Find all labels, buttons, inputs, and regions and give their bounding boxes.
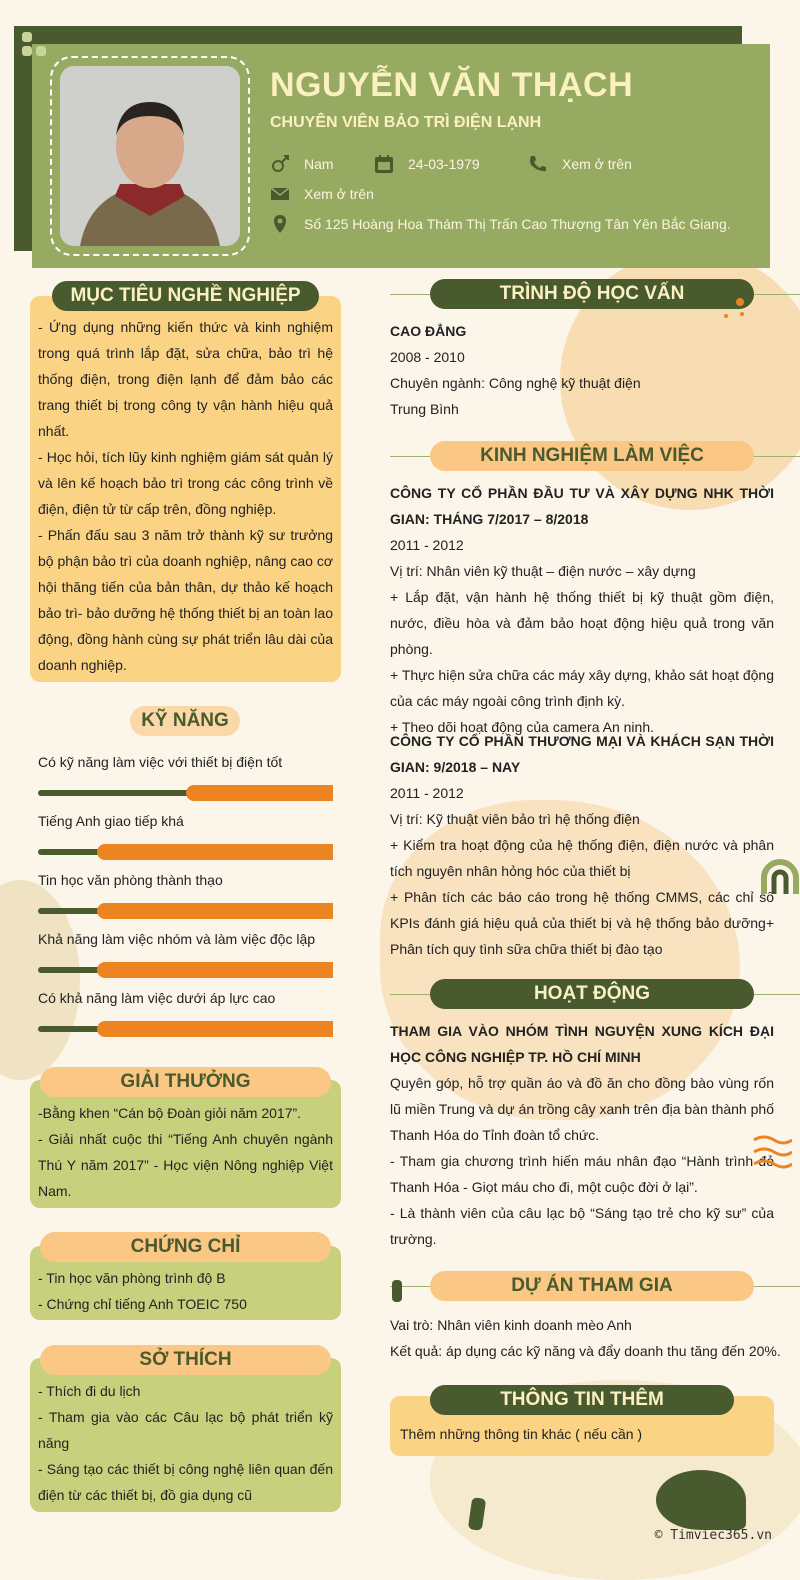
email-row — [270, 184, 374, 204]
project-line: Kết quả: áp dụng các kỹ năng và đẩy doanh thu tăng đến 20%. — [390, 1343, 781, 1359]
skill-bar-fill — [97, 844, 333, 860]
objective-paragraph: - Ứng dụng những kiến thức và kinh nghiệm trong quá trình lắp đặt, sửa chữa, bảo trì hệ thống điện, trong điện lạnh để đảm bảo các trang thiết bị trong công ty vận hành hiệu quả nhất. — [38, 319, 333, 439]
education-grade: Trung Bình — [390, 401, 459, 417]
skill-bar — [38, 1026, 333, 1032]
email-value: Xem ở trên — [304, 186, 374, 202]
hobby-line: - Sáng tạo các thiết bị công nghệ liên quan đến điện từ các thiết bị, đồ gia dụng cũ — [38, 1461, 333, 1503]
skill-bar — [38, 908, 333, 914]
skill-label: Có kỹ năng làm việc với thiết bị điện tốt — [38, 754, 283, 770]
avatar — [60, 66, 240, 246]
activities-title: THAM GIA VÀO NHÓM TÌNH NGUYỆN XUNG KÍCH ĐẠI HỌC CÔNG NGHIỆP TP. HỒ CHÍ MINH — [390, 1023, 774, 1065]
skill-bar — [38, 790, 333, 796]
skill-bar-fill — [97, 903, 333, 919]
birthday-value: 24-03-1979 — [408, 156, 480, 172]
experience-detail: + Kiểm tra hoạt động của hệ thống điện, điện nước và phân tích nguyên nhân hỏng hóc của thiết bị — [390, 837, 774, 879]
certificate-line: - Chứng chỉ tiếng Anh TOEIC 750 — [38, 1296, 247, 1312]
hobbies-text — [38, 1378, 333, 1508]
hobby-line: - Thích đi du lịch — [38, 1383, 141, 1399]
skill-label: Có khả năng làm việc dưới áp lực cao — [38, 990, 276, 1006]
awards-heading: GIẢI THƯỞNG — [40, 1067, 331, 1097]
award-line: - Giải nhất cuộc thi “Tiếng Anh chuyên ngành Thú Y năm 2017” - Học viện Nông nghiệp Việt Nam. — [38, 1131, 333, 1199]
education-text — [390, 318, 774, 422]
rainbow-arch-icon — [760, 848, 800, 899]
skill-bar — [38, 967, 333, 973]
experience-years: 2011 - 2012 — [390, 537, 464, 553]
phone-value: Xem ở trên — [562, 156, 632, 172]
experience-detail: + Lắp đặt, vận hành hệ thống thiết bị kỹ thuật gồm điện, nước, điều hòa và đảm bảo hoạt động hiệu quả trong văn phòng. — [390, 589, 774, 657]
location-pin-icon — [270, 214, 290, 234]
certificates-heading: CHỨNG CHỈ — [40, 1232, 331, 1262]
candidate-name: NGUYỄN VĂN THẠCH — [270, 66, 634, 104]
activity-line: - Tham gia chương trình hiến máu nhân đạo “Hành trình đỏ Thanh Hóa - Giọt máu cho đi, một cuộc đời ở lại”. — [390, 1153, 774, 1195]
education-school: CAO ĐẲNG — [390, 323, 467, 339]
skill-bar-fill — [186, 785, 334, 801]
orange-dots-icon — [722, 296, 748, 325]
experience-detail: + Theo dõi hoạt động của camera An ninh. — [390, 719, 654, 735]
bg-leaf — [656, 1470, 746, 1530]
projects-text — [390, 1312, 790, 1364]
skill-bar-fill — [97, 1021, 333, 1037]
experience-company: CÔNG TY CỔ PHẦN ĐẦU TƯ VÀ XÂY DỰNG NHK THỜI GIAN: THÁNG 7/2017 – 8/2018 — [390, 485, 774, 527]
skills-heading: KỸ NĂNG — [130, 706, 240, 736]
hobby-line: - Tham gia vào các Câu lạc bộ phát triển kỹ năng — [38, 1409, 333, 1451]
experience-detail: + Phân tích các báo cáo trong hệ thống CMMS, các chỉ số KPIs đánh giá hiệu quả của thiết bị và hệ thống bảo dưỡng+ Phân tích quy tình sữa chữa thiết bị đào tạo — [390, 889, 774, 957]
project-line: Vai trò: Nhân viên kinh doanh mèo Anh — [390, 1317, 632, 1333]
skill-label: Tin học văn phòng thành thạo — [38, 872, 223, 888]
experience-job — [390, 728, 774, 962]
awards-text — [38, 1100, 333, 1204]
experience-detail: + Thực hiện sửa chữa các máy xây dựng, khảo sát hoạt động của các máy ngoài công trình định kỳ. — [390, 667, 774, 709]
mail-icon — [270, 184, 290, 204]
skill-bar-fill — [97, 962, 333, 978]
award-line: -Bằng khen “Cán bộ Đoàn giỏi năm 2017”. — [38, 1105, 302, 1121]
education-heading: TRÌNH ĐỘ HỌC VẤN — [430, 279, 754, 309]
orange-wave-icon — [752, 1134, 792, 1179]
gender-icon — [270, 154, 290, 174]
certificates-text — [38, 1265, 333, 1317]
education-years: 2008 - 2010 — [390, 349, 465, 365]
activity-line: Quyên góp, hỗ trợ quần áo và đồ ăn cho đồng bào vùng rốn lũ miền Trung và dự án trồng cây xanh trên địa bàn thành phố Thanh Hóa do Tỉnh đoàn tổ chức. — [390, 1075, 774, 1143]
phone-icon — [528, 154, 548, 174]
address-row — [270, 214, 731, 234]
birthday-row — [374, 154, 480, 174]
activity-line: - Là thành viên của câu lạc bộ “Sáng tạo trẻ cho kỹ sư” của trường. — [390, 1205, 774, 1247]
experience-years: 2011 - 2012 — [390, 785, 464, 801]
more-info-text: Thêm những thông tin khác ( nếu cần ) — [400, 1426, 643, 1442]
skill-label: Khả năng làm việc nhóm và làm việc độc lập — [38, 931, 316, 947]
gender-value: Nam — [304, 156, 334, 172]
skill-bar — [38, 849, 333, 855]
experience-company: CÔNG TY CỔ PHẦN THƯƠNG MẠI VÀ KHÁCH SẠN THỜI GIAN: 9/2018 – NAY — [390, 733, 774, 775]
experience-position: Vị trí: Nhân viên kỹ thuật – điện nước – xây dựng — [390, 563, 696, 579]
activities-heading: HOẠT ĐỘNG — [430, 979, 754, 1009]
hobbies-heading: SỞ THÍCH — [40, 1345, 331, 1375]
address-value: Số 125 Hoàng Hoa Thám Thị Trấn Cao Thượng Tân Yên Bắc Giang. — [304, 216, 731, 232]
education-major: Chuyên ngành: Công nghệ kỹ thuật điện — [390, 375, 641, 391]
experience-position: Vị trí: Kỹ thuật viên bảo trì hệ thống điện — [390, 811, 640, 827]
objective-text — [38, 314, 333, 678]
objective-heading: MỤC TIÊU NGHỀ NGHIỆP — [52, 281, 319, 311]
projects-heading: DỰ ÁN THAM GIA — [430, 1271, 754, 1301]
more-info-heading: THÔNG TIN THÊM — [430, 1385, 734, 1415]
phone-row — [528, 154, 632, 174]
certificate-line: - Tin học văn phòng trình độ B — [38, 1270, 226, 1286]
skill-label: Tiếng Anh giao tiếp khá — [38, 813, 184, 829]
dark-brush-icon — [392, 1280, 402, 1302]
gender-row — [270, 154, 334, 174]
job-title: CHUYÊN VIÊN BẢO TRÌ ĐIỆN LẠNH — [270, 114, 542, 131]
footer-credit: © Timviec365.vn — [654, 1528, 772, 1543]
experience-job — [390, 480, 774, 740]
calendar-icon — [374, 154, 394, 174]
objective-paragraph: - Học hỏi, tích lũy kinh nghiệm giám sát quản lý và lên kế hoạch bảo trì trong các công trình về điện, điện tử từ cấp trên, đồng nghiệp. — [38, 449, 333, 517]
experience-heading: KINH NGHIỆM LÀM VIỆC — [430, 441, 754, 471]
activities-text — [390, 1018, 774, 1252]
objective-paragraph: - Phấn đấu sau 3 năm trở thành kỹ sư trưởng bộ phận bảo trì của doanh nghiệp, nâng cao cơ hội thăng tiến của bản thân, dự thảo kế hoạch bảo trì- bảo dưỡng hệ thống thiết bị an toàn lao động, đồng hành cùng sự phát triển lâu dài của doanh nghiệp. — [38, 527, 333, 673]
